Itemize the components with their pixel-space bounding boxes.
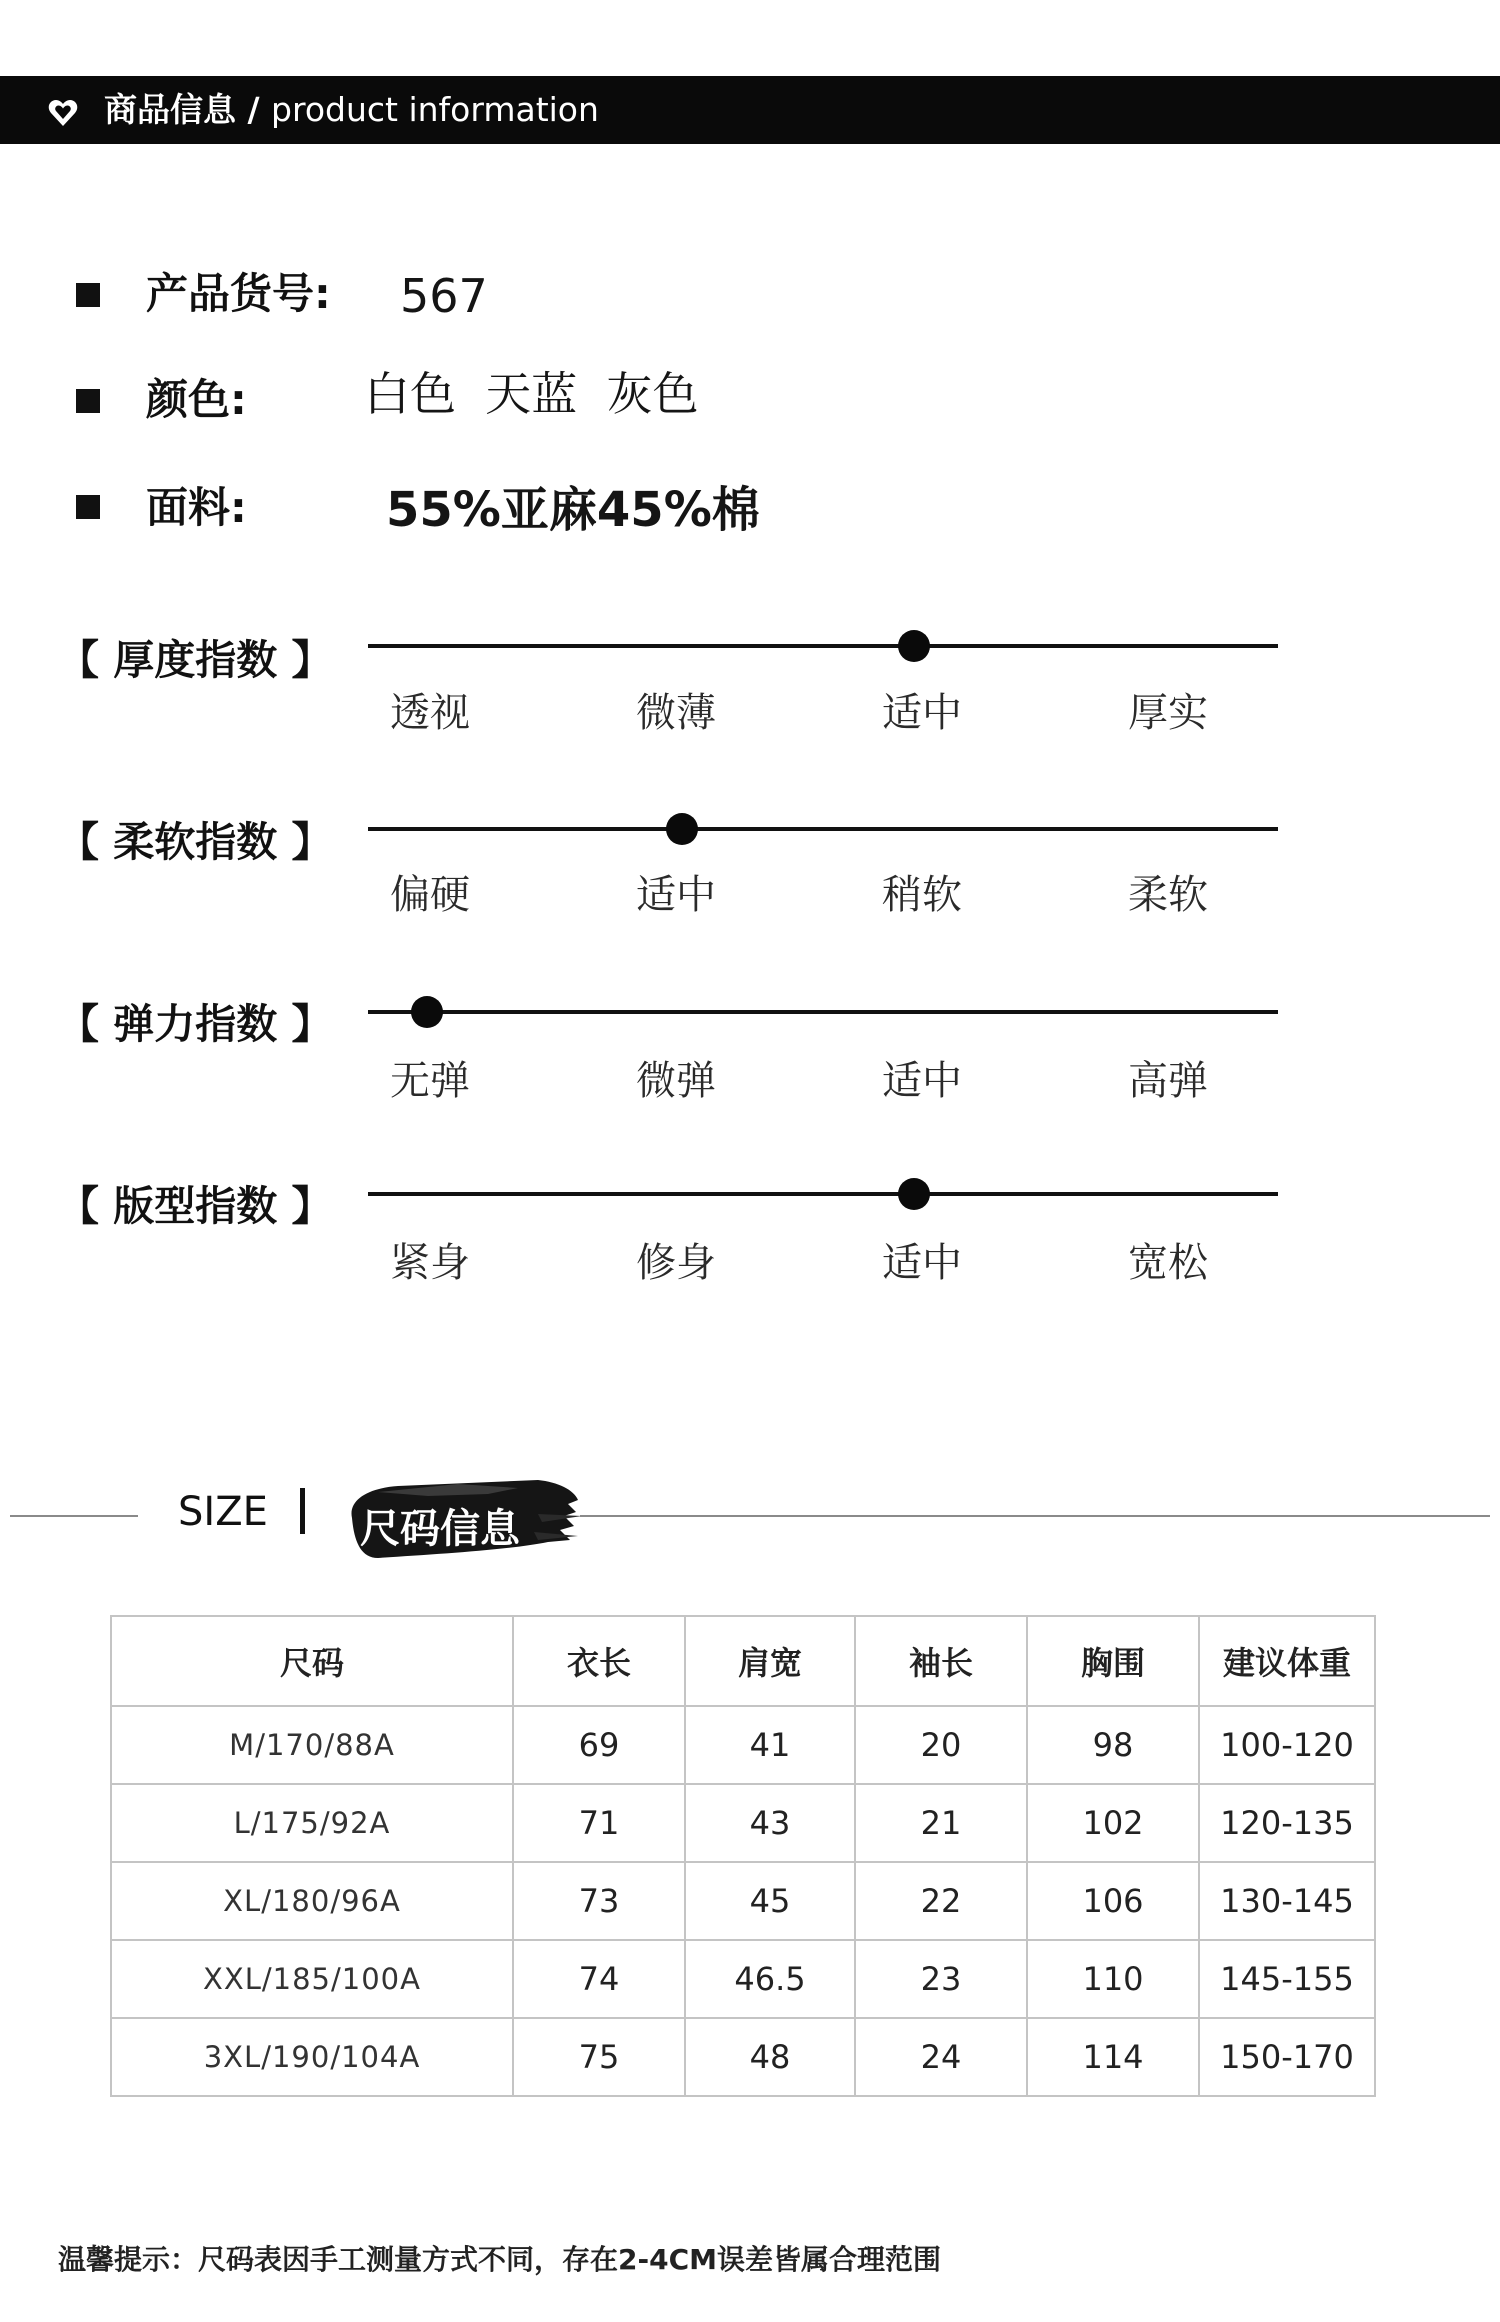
size-table [110,1615,1376,2097]
table-cell: 150-170 [1199,2018,1375,2096]
table-cell: 71 [513,1784,685,1862]
table-cell: L/175/92A [111,1784,513,1862]
table-cell: 145-155 [1199,1940,1375,2018]
table-cell: 46.5 [685,1940,855,2018]
table-row [111,1784,1375,1862]
table-header-row [111,1616,1375,1706]
title-cn: 商品信息 [104,90,236,129]
bullet-square [76,495,100,519]
thickness-index-label: 【 厚度指数 】 [58,636,333,684]
item-number-label: 产品货号: [146,269,331,318]
elasticity-index-track [368,1010,1278,1014]
section-title [104,88,599,132]
table-cell: 114 [1027,2018,1199,2096]
table-cell: 106 [1027,1862,1199,1940]
softness-index-marker [666,813,698,845]
elasticity-option: 高弹 [1128,1058,1208,1104]
title-en: product information [271,90,599,129]
elasticity-option: 微弹 [636,1058,716,1104]
divider-line-left [10,1515,138,1517]
thickness-option: 厚实 [1128,690,1208,736]
table-cell: 110 [1027,1940,1199,2018]
table-cell: 130-145 [1199,1862,1375,1940]
bullet-square [76,283,100,307]
table-cell: 98 [1027,1706,1199,1784]
fit-index-label: 【 版型指数 】 [58,1182,333,1230]
table-cell: 73 [513,1862,685,1940]
thickness-option: 透视 [390,690,470,736]
table-cell: 69 [513,1706,685,1784]
heading-separator [300,1488,305,1534]
softness-index-track [368,827,1278,831]
column-header: 建议体重 [1199,1616,1375,1706]
table-row [111,1940,1375,2018]
softness-option: 柔软 [1128,872,1208,918]
column-header: 胸围 [1027,1616,1199,1706]
bullet-square [76,389,100,413]
color-label: 颜色: [146,375,247,424]
title-separator: / [236,90,272,129]
elasticity-option: 适中 [882,1058,962,1104]
fabric-value: 55%亚麻45%棉 [386,482,760,538]
softness-option: 稍软 [882,872,962,918]
fit-option: 宽松 [1128,1240,1208,1286]
table-cell: 43 [685,1784,855,1862]
table-cell: M/170/88A [111,1706,513,1784]
table-cell: 100-120 [1199,1706,1375,1784]
elasticity-index-marker [411,996,443,1028]
elasticity-index-label: 【 弹力指数 】 [58,1000,333,1048]
fit-option: 紧身 [390,1240,470,1286]
table-cell: 74 [513,1940,685,2018]
elasticity-option: 无弹 [390,1058,470,1104]
fit-index-marker [898,1178,930,1210]
size-info-heading: 尺码信息 [360,1506,520,1552]
column-header: 衣长 [513,1616,685,1706]
table-cell: XXL/185/100A [111,1940,513,2018]
table-row [111,1706,1375,1784]
table-cell: 22 [855,1862,1027,1940]
size-heading: SIZE [178,1489,268,1535]
thickness-index-track [368,644,1278,648]
table-cell: 41 [685,1706,855,1784]
softness-option: 偏硬 [390,872,470,918]
table-cell: 3XL/190/104A [111,2018,513,2096]
table-row [111,1862,1375,1940]
table-cell: 20 [855,1706,1027,1784]
fit-option: 修身 [636,1240,716,1286]
table-row [111,2018,1375,2096]
thickness-option: 适中 [882,690,962,736]
table-cell: 24 [855,2018,1027,2096]
item-number-value: 567 [400,269,488,323]
table-cell: 45 [685,1862,855,1940]
softness-index-label: 【 柔软指数 】 [58,818,333,866]
table-cell: 102 [1027,1784,1199,1862]
fit-index-track [368,1192,1278,1196]
table-cell: 120-135 [1199,1784,1375,1862]
fit-option: 适中 [882,1240,962,1286]
heart-icon [48,99,78,127]
fabric-label: 面料: [146,483,247,532]
column-header: 肩宽 [685,1616,855,1706]
table-cell: 48 [685,2018,855,2096]
color-value: 白色 天蓝 灰色 [364,367,699,421]
softness-option: 适中 [636,872,716,918]
table-cell: 75 [513,2018,685,2096]
table-cell: 21 [855,1784,1027,1862]
thickness-index-marker [898,630,930,662]
column-header: 尺码 [111,1616,513,1706]
divider-line-right [580,1515,1490,1517]
thickness-option: 微薄 [636,690,716,736]
column-header: 袖长 [855,1616,1027,1706]
table-cell: XL/180/96A [111,1862,513,1940]
table-cell: 23 [855,1940,1027,2018]
measurement-note: 温馨提示：尺码表因手工测量方式不同，存在2-4CM误差皆属合理范围 [58,2243,942,2276]
